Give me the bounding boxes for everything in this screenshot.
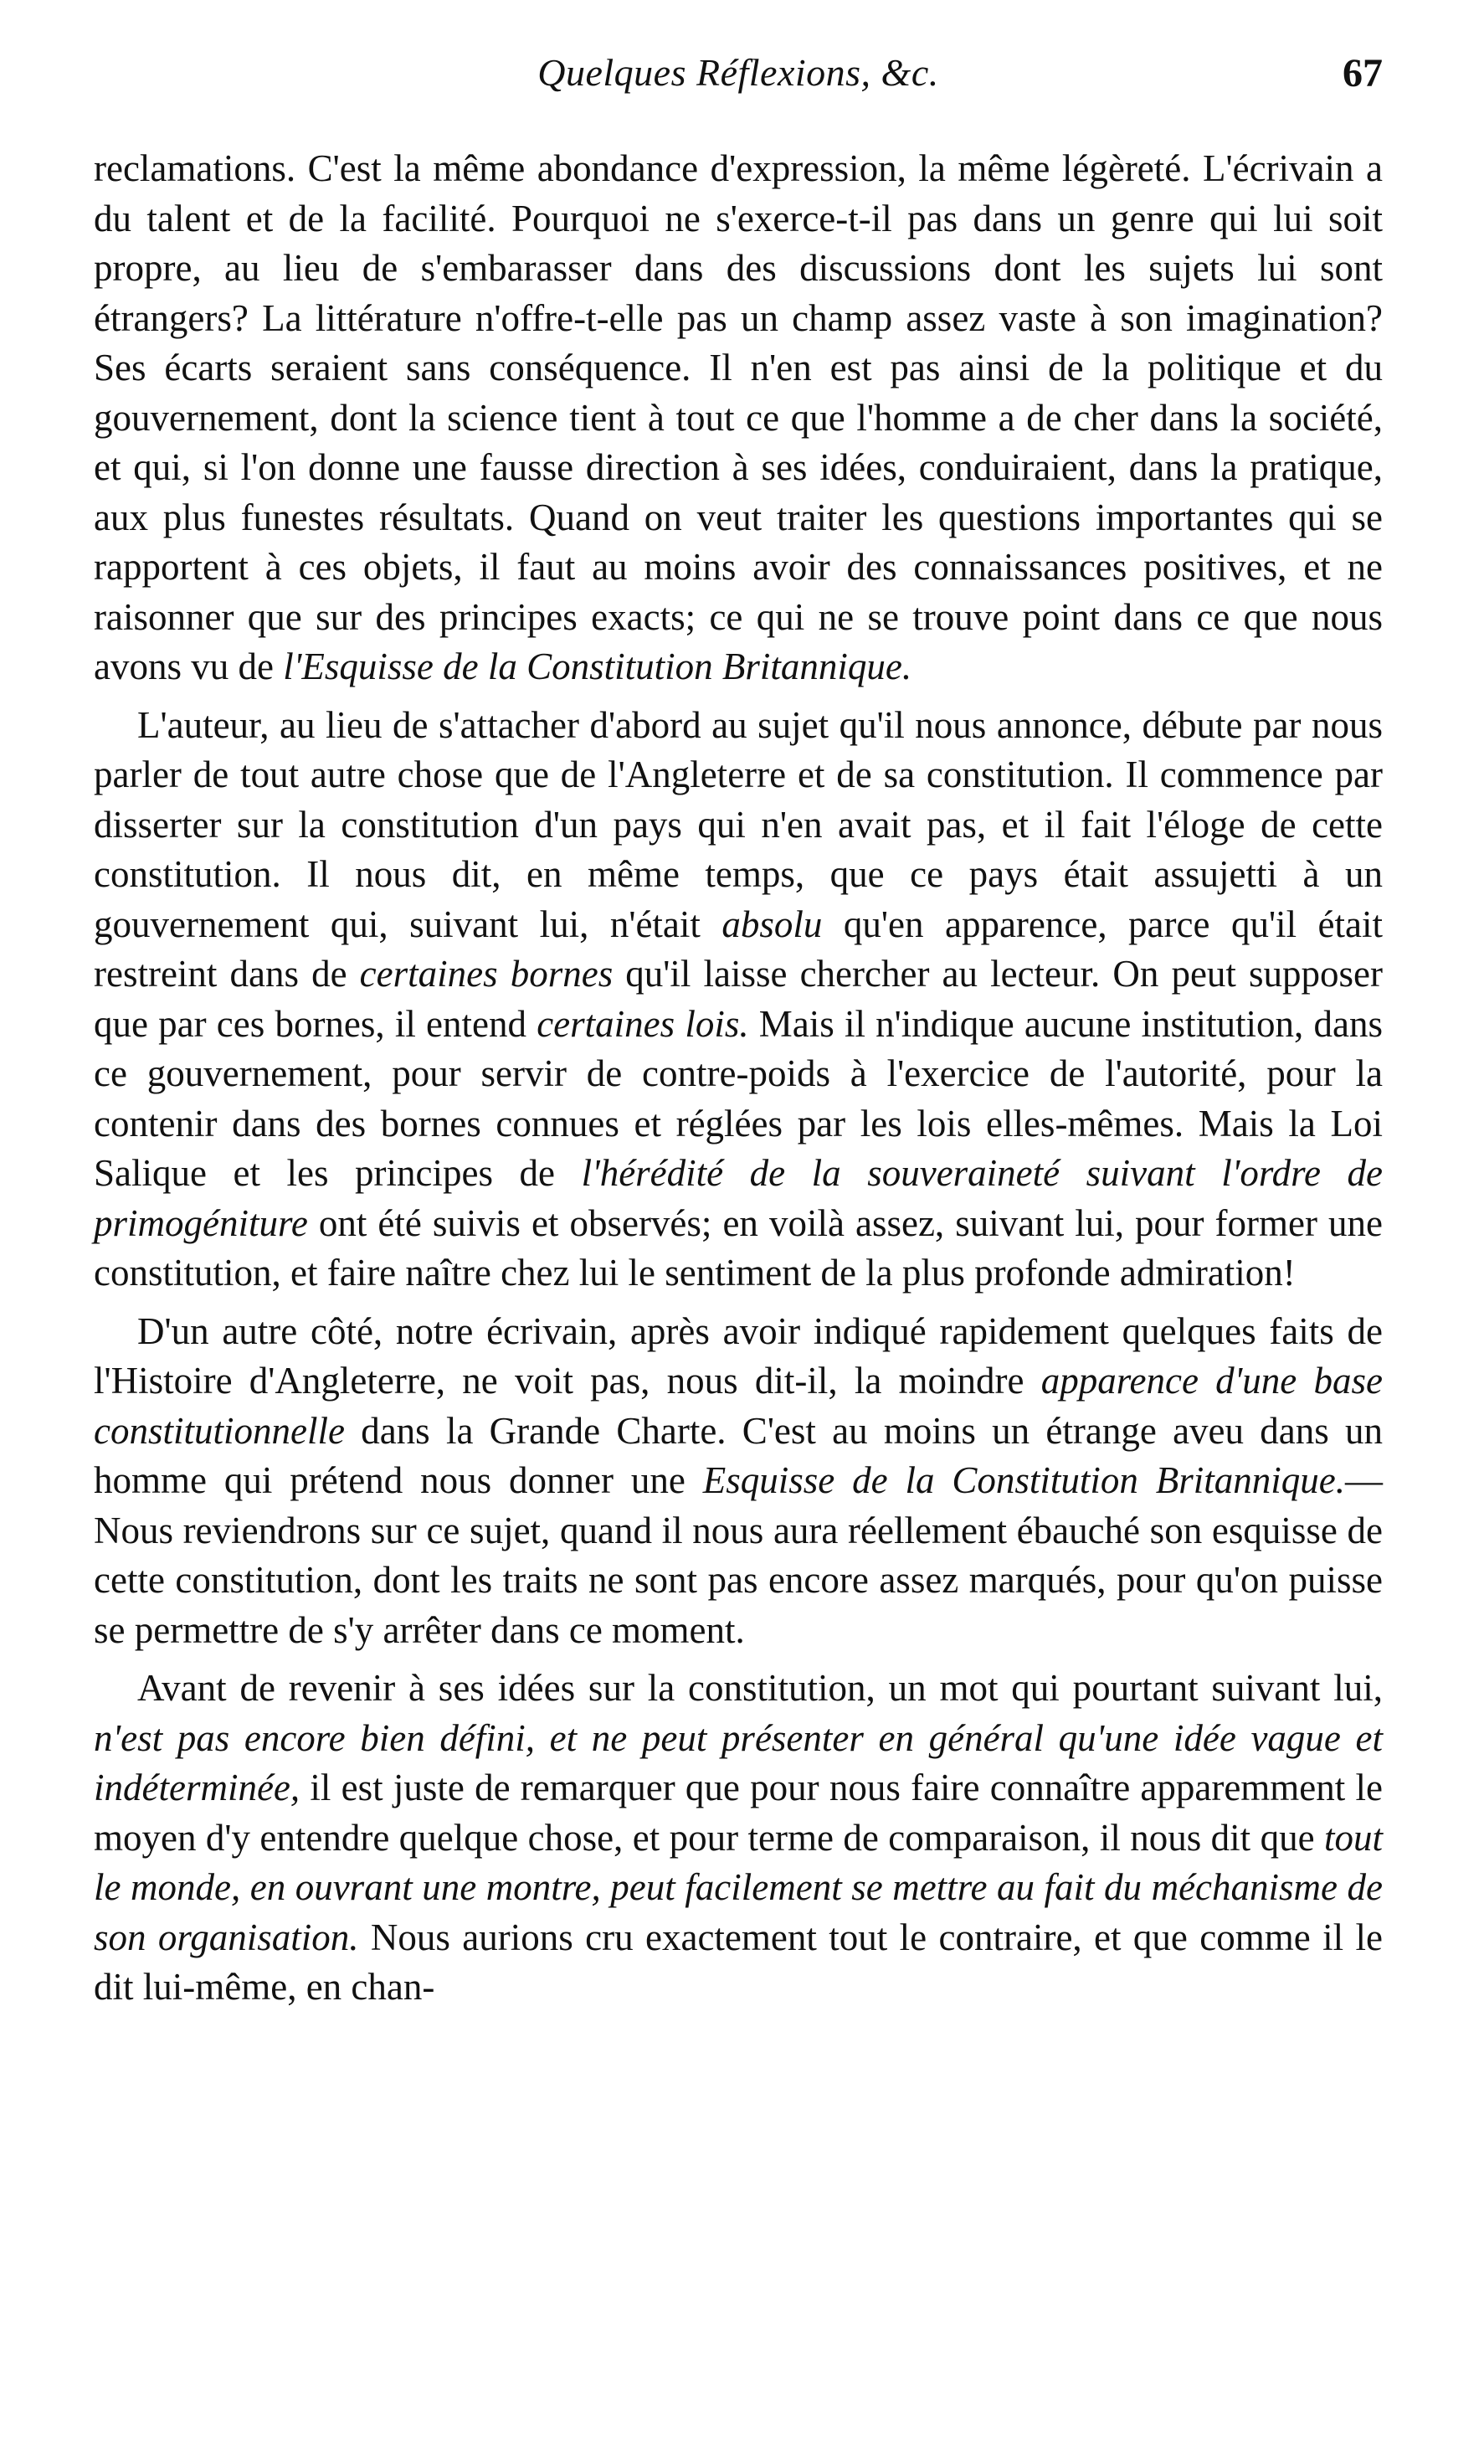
italic-segment: absolu xyxy=(721,903,823,945)
italic-segment: l'Esquisse de la Constitution Britannique. xyxy=(283,646,912,687)
paragraph-1 xyxy=(94,144,1383,692)
italic-segment: certaines lois. xyxy=(537,1002,749,1045)
text-segment: qu'il laisse chercher au lecteur. On peut supposer que par ces bornes, il entend xyxy=(94,953,1383,1045)
book-page xyxy=(94,50,1383,2445)
text-segment: qu'en apparence, parce qu'il était restreint dans de xyxy=(94,903,1384,995)
italic-segment: n'est pas encore bien défini, et ne peut présenter en général qu'une idée vague et indéterminée, xyxy=(94,1716,1383,1808)
italic-segment: Esquisse de la Constitution Britannique. xyxy=(702,1459,1346,1501)
italic-segment: l'hérédité de la souveraineté suivant l'ordre de primogéniture xyxy=(94,1152,1383,1244)
paragraph-2 xyxy=(94,701,1383,1299)
text-segment: D'un autre côté, notre écrivain, après avoir indiqué rapidement quelques faits de l'Histoire d'Angleterre, ne voit pas, nous dit-il, la moindre xyxy=(94,1309,1383,1402)
paragraph-4 xyxy=(94,1664,1383,2013)
text-segment: dans la Grande Charte. C'est au moins un étrange aveu dans un homme qui prétend nous donner une xyxy=(94,1409,1383,1501)
body-text xyxy=(94,144,1383,2013)
text-segment: Avant de revenir à ses idées sur la constitution, un mot qui pourtant suivant lui, xyxy=(137,1667,1383,1709)
text-segment: reclamations. C'est la même abondance d'expression, la même légèreté. L'écrivain a du talent et de la facilité. Pourquoi ne s'exerce-t-il pas dans un genre qui lui soit propre, au lieu de s'embarasser dans des discussions dont les sujets lui sont étrangers? La littérature n'offre-t-elle pas un champ assez vaste à son imagination? Ses écarts seraient sans conséquence. Il n'en est pas ainsi de la politique et du gouvernement, dont la science tient à tout ce que l'homme a de cher dans la société, et qui, si l'on donne une fausse direction à ses idées, conduiraient, dans la pratique, aux plus funestes résultats. Quand on veut traiter les questions importantes qui se rapportent à ces objets, il faut au moins avoir des connaissances positives, et ne raisonner que sur des principes exacts; ce qui ne se trouve point dans ce que nous avons vu de xyxy=(94,147,1383,687)
text-segment: il est juste de remarquer que pour nous faire connaître apparemment le moyen d'y entendre quelque chose, et pour terme de comparaison, il nous dit que xyxy=(94,1767,1383,1859)
running-head xyxy=(94,50,1383,117)
text-segment: Mais il n'indique aucune institution, dans ce gouvernement, pour servir de contre-poids à l'exercice de l'autorité, pour la contenir dans des bornes connues et réglées par les lois elles-mêmes. Mais la Loi Salique et les principes de xyxy=(94,1002,1383,1194)
running-title: Quelques Réflexions, &c. xyxy=(537,51,939,94)
text-segment: — Nous reviendrons sur ce sujet, quand il nous aura réellement ébauché son esquisse de cette constitution, dont les traits ne sont pas encore assez marqués, pour qu'on puisse se permettre de s'y arrêter dans ce moment. xyxy=(94,1459,1384,1651)
page-number: 67 xyxy=(1343,51,1383,95)
italic-segment: apparence d'une base constitutionnelle xyxy=(94,1360,1383,1452)
paragraph-3 xyxy=(94,1307,1383,1656)
text-segment: L'auteur, au lieu de s'attacher d'abord au sujet qu'il nous annonce, débute par nous parler de tout autre chose que de l'Angleterre et de sa constitution. Il commence par disserter sur la constitution d'un pays qui n'en avait pas, et il fait l'éloge de cette constitution. Il nous dit, en même temps, que ce pays était assujetti à un gouvernement qui, suivant lui, n'était xyxy=(94,703,1383,945)
italic-segment: tout le monde, en ouvrant une montre, peut facilement se mettre au fait du méchanisme de son organisation. xyxy=(94,1816,1383,1958)
text-segment: Nous aurions cru exactement tout le contraire, et que comme il le dit lui-même, en chan- xyxy=(94,1916,1383,2008)
text-segment: ont été suivis et observés; en voilà assez, suivant lui, pour former une constitution, et faire naître chez lui le sentiment de la plus profonde admiration! xyxy=(94,1201,1383,1294)
italic-segment: certaines bornes xyxy=(359,953,614,995)
